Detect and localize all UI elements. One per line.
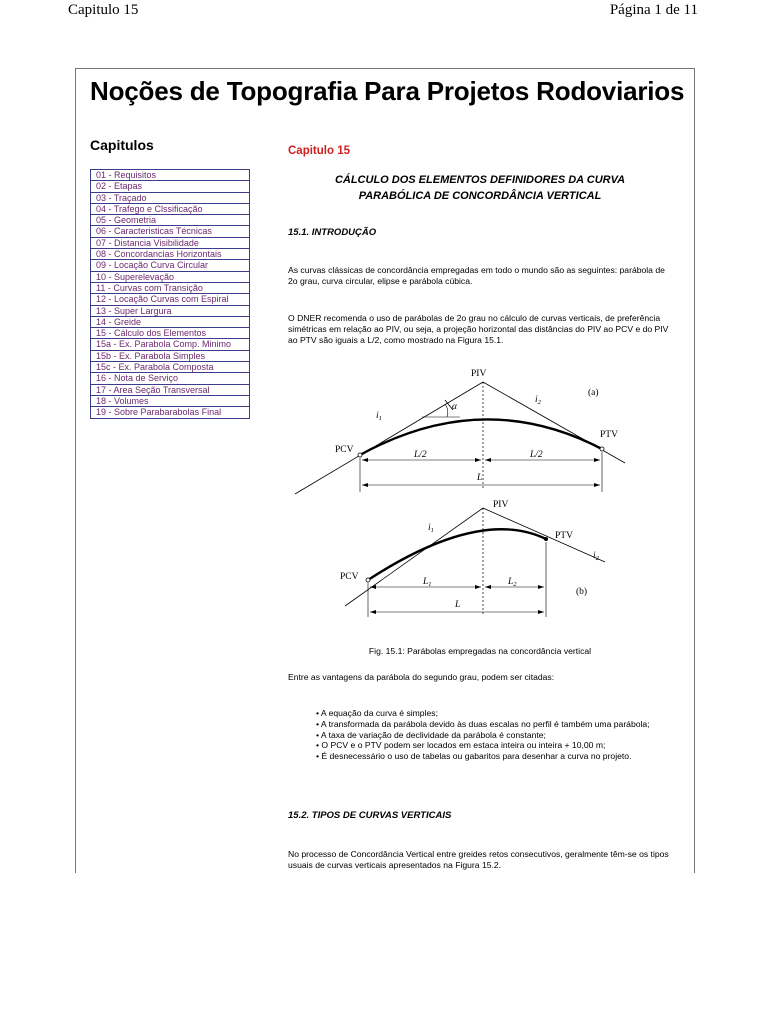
chapter-link[interactable]: 08 - Concordancias Horizontais (91, 249, 250, 260)
fig-b-piv: PIV (493, 500, 509, 510)
chapter-link[interactable]: 09 - Locação Curva Circular (91, 260, 250, 271)
chapter-link[interactable]: 02 - Etapas (91, 181, 250, 192)
list-item: • O PCV e o PTV podem ser locados em estaca inteira ou inteira + 10,00 m; (316, 740, 606, 751)
chapter-link[interactable]: 19 - Sobre Parabarabolas Final (91, 407, 250, 418)
fig-a-i2: $i_2$ (535, 395, 541, 406)
list-item: • A transformada da parábola devido às duas escalas no perfil é também uma parábola; (316, 718, 650, 729)
chapter-link[interactable]: 06 - Caracteristicas Técnicas (91, 226, 250, 237)
fig-b-l1: $L_1$ (423, 577, 432, 588)
section-heading-introducao: 15.1. INTRODUÇÃO (288, 227, 377, 238)
chapter-link[interactable]: 15b - Ex. Parabola Simples (91, 350, 250, 361)
fig-a-piv: PIV (471, 369, 487, 379)
sidebar-heading: Capitulos (90, 137, 154, 153)
fig-b-i1: $i_1$ (428, 523, 434, 534)
chapter-link[interactable]: 15a - Ex. Parabola Comp. Minimo (91, 339, 250, 350)
paragraph-dner: O DNER recomenda o uso de parábolas de 2o grau no cálculo de curvas verticais, de preferência simétricas em relação ao PIV, ou seja, a projeção horizontal das distâncias do PIV ao PCV e do PIV ao PTV são iguais a L/2, como mostrado na Figura 15.1. (288, 313, 669, 345)
document-title-line-2: PARABÓLICA DE CONCORDÂNCIA VERTICAL (358, 190, 602, 202)
fig-b-l2: $L_2$ (508, 577, 517, 588)
fig-a-ptv: PTV (600, 430, 618, 440)
fig-b-tag: (b) (576, 587, 588, 597)
section-heading-tipos: 15.2. TIPOS DE CURVAS VERTICAIS (288, 810, 452, 821)
fig-a-i1: $i_1$ (376, 411, 382, 422)
fig-a-tag: (a) (588, 388, 599, 398)
fig-a-half-right: L/2 (530, 450, 543, 460)
chapter-menu (90, 169, 250, 419)
figure-parabolas (290, 362, 670, 637)
paragraph-vantagens: Entre as vantagens da parábola do segundo grau, podem ser citadas: (288, 672, 555, 682)
figure-b (340, 500, 605, 617)
fig-a-pcv: PCV (335, 445, 354, 455)
list-item: • A taxa de variação de declividade da parábola é constante; (316, 729, 546, 740)
fig-b-ptv: PTV (555, 531, 573, 541)
fig-b-pcv: PCV (340, 572, 359, 582)
fig-a-half-left: L/2 (414, 450, 427, 460)
chapter-link[interactable]: 15 - Cálculo dos Elementos (91, 328, 250, 339)
fig-a-alpha: α (452, 402, 457, 412)
document-title-line-1: CÁLCULO DOS ELEMENTOS DEFINIDORES DA CURVA (334, 174, 626, 186)
fig-b-total: L (455, 600, 461, 610)
chapter-link[interactable]: 07 - Distancia Visibilidade (91, 237, 250, 248)
chapter-link[interactable]: 01 - Requisitos (91, 170, 250, 181)
list-item: • É desnecessário o uso de tabelas ou gabaritos para desenhar a curva no projeto. (316, 751, 632, 762)
chapter-link[interactable]: 05 - Geometria (91, 215, 250, 226)
chapter-label: Capitulo 15 (288, 145, 350, 157)
fig-b-i2: $i_2$ (593, 551, 599, 562)
page-header-left: Capitulo 15 (68, 2, 139, 18)
figure-caption: Fig. 15.1: Parábolas empregadas na concordância vertical (368, 646, 592, 656)
chapter-link[interactable]: 16 - Nota de Serviço (91, 373, 250, 384)
page-header-right: Página 1 de 11 (609, 2, 698, 18)
chapter-link[interactable]: 03 - Traçado (91, 192, 250, 203)
chapter-link[interactable]: 17 - Area Seção Transversal (91, 384, 250, 395)
chapter-link[interactable]: 12 - Locação Curvas com Espiral (91, 294, 250, 305)
chapter-link[interactable]: 13 - Super Largura (91, 305, 250, 316)
paragraph-curvas-classicas: As curvas clássicas de concordância empregadas em todo o mundo são as seguintes: parábola de 2o grau, curva circular, elipse e parábola cúbica. (288, 265, 665, 286)
list-item: • A equação da curva é simples; (316, 708, 438, 718)
fig-a-total: L (477, 473, 483, 483)
figure-a (295, 369, 625, 494)
chapter-link[interactable]: 04 - Trafego e Clssificação (91, 203, 250, 214)
chapter-link[interactable]: 10 - Superelevação (91, 271, 250, 282)
chapter-link[interactable]: 15c - Ex. Parabola Composta (91, 362, 250, 373)
chapter-link[interactable]: 18 - Volumes (91, 395, 250, 406)
chapter-link[interactable]: 11 - Curvas com Transição (91, 282, 250, 293)
chapter-link[interactable]: 14 - Greide (91, 316, 250, 327)
site-title: Noções de Topografia Para Projetos Rodoviarios (90, 76, 685, 106)
paragraph-concordancia: No processo de Concordância Vertical entre greides retos consecutivos, geralmente têm-se os tipos usuais de curvas verticais apresentados na Figura 15.2. (288, 849, 669, 870)
document-title (290, 172, 670, 204)
advantages-list (316, 708, 672, 762)
